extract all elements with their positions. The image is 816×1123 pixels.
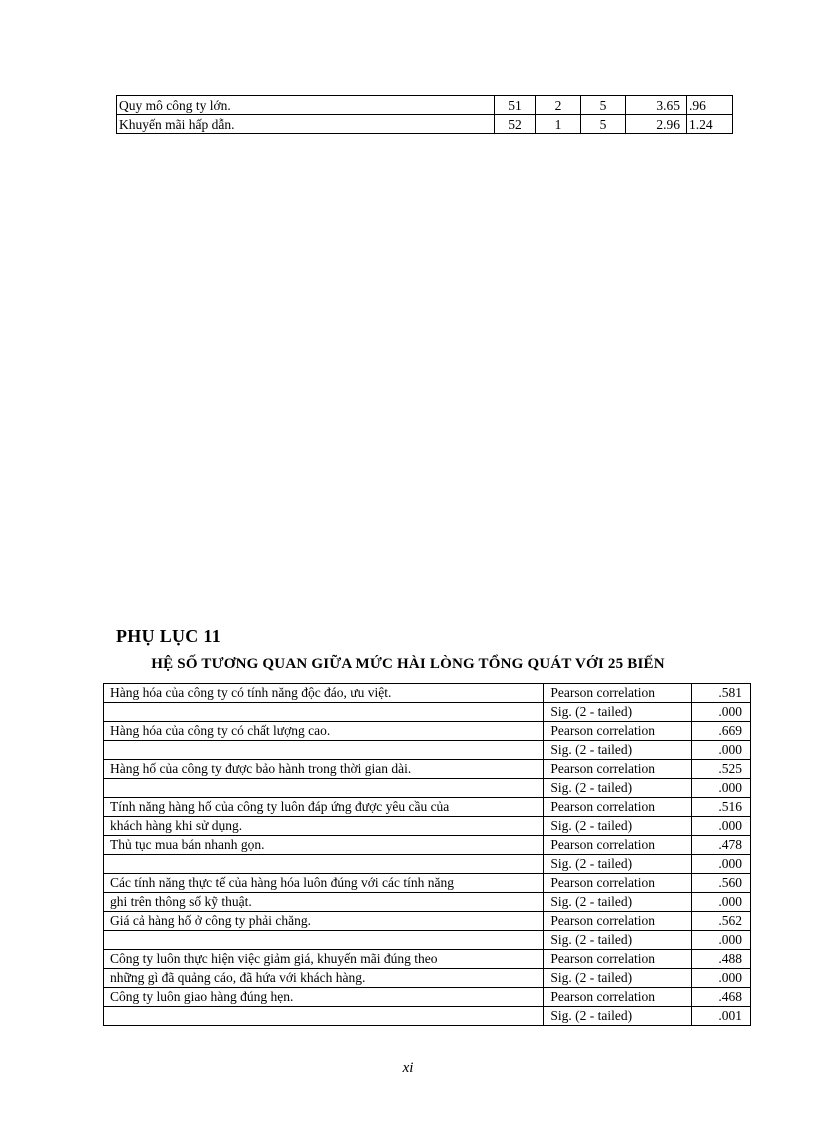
variable-label: Tính năng hàng hố của công ty luôn đáp ứng được yêu cầu của xyxy=(104,798,544,817)
variable-label-continued xyxy=(104,855,544,874)
pearson-value: .562 xyxy=(692,912,751,931)
variable-label-continued xyxy=(104,703,544,722)
table-row xyxy=(104,836,751,855)
sig-label: Sig. (2 - tailed) xyxy=(544,703,692,722)
variable-label-continued xyxy=(104,741,544,760)
descriptive-stats-table xyxy=(116,95,733,134)
n-cell: 51 xyxy=(495,96,536,115)
table-row xyxy=(117,115,733,134)
table-row xyxy=(104,1007,751,1026)
sig-value: .000 xyxy=(692,931,751,950)
pearson-label: Pearson correlation xyxy=(544,722,692,741)
sig-label: Sig. (2 - tailed) xyxy=(544,931,692,950)
table-row xyxy=(104,684,751,703)
variable-label-continued: khách hàng khi sử dụng. xyxy=(104,817,544,836)
pearson-label: Pearson correlation xyxy=(544,684,692,703)
table-row xyxy=(104,855,751,874)
sig-value: .000 xyxy=(692,779,751,798)
pearson-label: Pearson correlation xyxy=(544,760,692,779)
sig-value: .000 xyxy=(692,855,751,874)
variable-label-continued: ghi trên thông số kỹ thuật. xyxy=(104,893,544,912)
table-row xyxy=(104,988,751,1007)
variable-label: Hàng hóa của công ty có chất lượng cao. xyxy=(104,722,544,741)
variable-label: Công ty luôn giao hàng đúng hẹn. xyxy=(104,988,544,1007)
min-cell: 1 xyxy=(536,115,581,134)
table-row xyxy=(104,798,751,817)
table-row xyxy=(104,931,751,950)
table-row xyxy=(104,703,751,722)
variable-label: Giá cả hàng hố ở công ty phải chăng. xyxy=(104,912,544,931)
section-title: HỆ SỐ TƯƠNG QUAN GIỮA MỨC HÀI LÒNG TỔNG QUÁT VỚI 25 BIẾN xyxy=(151,656,665,672)
pearson-label: Pearson correlation xyxy=(544,836,692,855)
mean-cell: 2.96 xyxy=(626,115,687,134)
table-row xyxy=(117,96,733,115)
sig-label: Sig. (2 - tailed) xyxy=(544,817,692,836)
variable-label: Hàng hố của công ty được bảo hành trong thời gian dài. xyxy=(104,760,544,779)
min-cell: 2 xyxy=(536,96,581,115)
variable-label: Hàng hóa của công ty có tính năng độc đáo, ưu việt. xyxy=(104,684,544,703)
table-row xyxy=(104,969,751,988)
pearson-value: .525 xyxy=(692,760,751,779)
table-row xyxy=(104,760,751,779)
pearson-value: .581 xyxy=(692,684,751,703)
sig-value: .001 xyxy=(692,1007,751,1026)
table-row xyxy=(104,950,751,969)
sig-label: Sig. (2 - tailed) xyxy=(544,741,692,760)
pearson-label: Pearson correlation xyxy=(544,950,692,969)
sig-label: Sig. (2 - tailed) xyxy=(544,893,692,912)
sig-value: .000 xyxy=(692,741,751,760)
sig-value: .000 xyxy=(692,703,751,722)
table-row xyxy=(104,741,751,760)
pearson-label: Pearson correlation xyxy=(544,874,692,893)
pearson-value: .468 xyxy=(692,988,751,1007)
variable-label: Quy mô công ty lớn. xyxy=(117,96,495,115)
mean-cell: 3.65 xyxy=(626,96,687,115)
variable-label-continued xyxy=(104,1007,544,1026)
sd-cell: 1.24 xyxy=(687,115,733,134)
variable-label: Khuyến mãi hấp dẫn. xyxy=(117,115,495,134)
pearson-label: Pearson correlation xyxy=(544,988,692,1007)
sd-cell: .96 xyxy=(687,96,733,115)
table-row xyxy=(104,874,751,893)
variable-label: Công ty luôn thực hiện việc giảm giá, khuyến mãi đúng theo xyxy=(104,950,544,969)
table-row xyxy=(104,779,751,798)
variable-label-continued xyxy=(104,931,544,950)
sig-value: .000 xyxy=(692,817,751,836)
sig-value: .000 xyxy=(692,969,751,988)
table-row xyxy=(104,893,751,912)
sig-label: Sig. (2 - tailed) xyxy=(544,969,692,988)
correlation-table xyxy=(103,683,751,1026)
table-row xyxy=(104,722,751,741)
table-row xyxy=(104,817,751,836)
pearson-value: .478 xyxy=(692,836,751,855)
variable-label: Thủ tục mua bán nhanh gọn. xyxy=(104,836,544,855)
variable-label-continued xyxy=(104,779,544,798)
variable-label-continued: những gì đã quảng cáo, đã hứa với khách hàng. xyxy=(104,969,544,988)
n-cell: 52 xyxy=(495,115,536,134)
pearson-label: Pearson correlation xyxy=(544,912,692,931)
pearson-value: .560 xyxy=(692,874,751,893)
sig-label: Sig. (2 - tailed) xyxy=(544,1007,692,1026)
page-number: xi xyxy=(402,1060,414,1076)
pearson-value: .488 xyxy=(692,950,751,969)
max-cell: 5 xyxy=(581,115,626,134)
pearson-label: Pearson correlation xyxy=(544,798,692,817)
max-cell: 5 xyxy=(581,96,626,115)
appendix-title: PHỤ LỤC 11 xyxy=(116,626,222,646)
table-row xyxy=(104,912,751,931)
pearson-value: .669 xyxy=(692,722,751,741)
sig-label: Sig. (2 - tailed) xyxy=(544,779,692,798)
variable-label: Các tính năng thực tế của hàng hóa luôn đúng với các tính năng xyxy=(104,874,544,893)
sig-value: .000 xyxy=(692,893,751,912)
sig-label: Sig. (2 - tailed) xyxy=(544,855,692,874)
pearson-value: .516 xyxy=(692,798,751,817)
